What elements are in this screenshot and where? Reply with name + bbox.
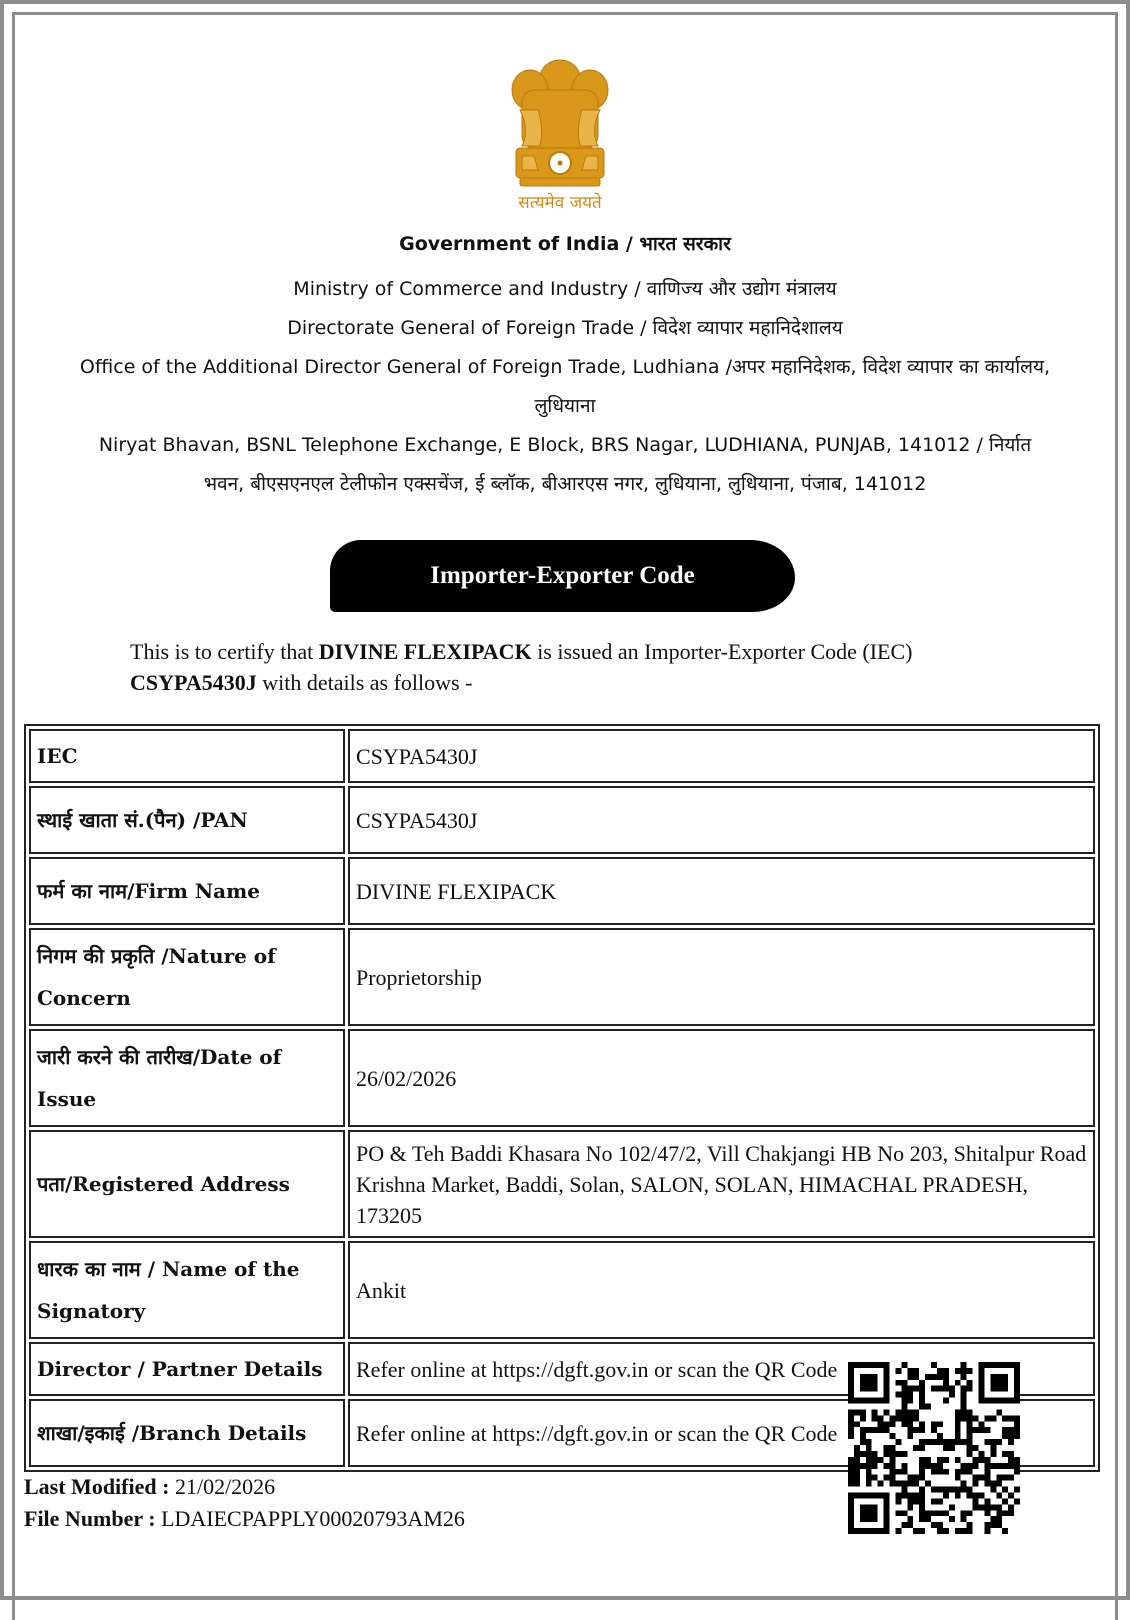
- directorate-line: Directorate General of Foreign Trade / विदेश व्यापार महानिदेशालय: [287, 317, 843, 339]
- iec-value: CSYPA5430J: [348, 729, 1095, 783]
- certify-suffix: with details as follows -: [256, 670, 473, 695]
- certification-statement: [130, 636, 960, 698]
- signatory-value: Ankit: [348, 1241, 1095, 1339]
- nature-value: Proprietorship: [348, 928, 1095, 1026]
- table-row: [29, 786, 1095, 854]
- file-number: [24, 1503, 465, 1535]
- qr-code-icon: [848, 1362, 1020, 1534]
- certify-prefix: This is to certify that: [130, 639, 319, 664]
- certify-middle: is issued an Importer-Exporter Code (IEC): [531, 639, 913, 664]
- firm-name-value: DIVINE FLEXIPACK: [348, 857, 1095, 925]
- certify-iec: CSYPA5430J: [130, 670, 257, 695]
- last-modified-value: 21/02/2026: [174, 1474, 276, 1499]
- address-line-1: Niryat Bhavan, BSNL Telephone Exchange, E Block, BRS Nagar, LUDHIANA, PUNJAB, 141012 / निर्यात: [98, 434, 1032, 456]
- last-modified: [24, 1471, 465, 1503]
- table-row: [29, 729, 1095, 783]
- branch-value: Refer online at https://dgft.gov.in or scan the QR Code: [348, 1399, 1095, 1467]
- table-row: [29, 1029, 1095, 1127]
- government-title: Government of India / भारत सरकार: [399, 233, 731, 255]
- certify-firm: DIVINE FLEXIPACK: [318, 639, 532, 664]
- table-row: [29, 1241, 1095, 1339]
- address-label: पता/Registered Address: [29, 1130, 345, 1238]
- details-table: [24, 724, 1100, 1472]
- address-value: PO & Teh Baddi Khasara No 102/47/2, Vill Chakjangi HB No 203, Shitalpur Road Krishna Market, Baddi, Solan, SALON, SOLAN, HIMACHAL PRADESH, 173205: [348, 1130, 1095, 1238]
- office-header: [20, 230, 1110, 504]
- emblem-motto: सत्यमेव जयते: [518, 193, 602, 213]
- table-row: [29, 928, 1095, 1026]
- date-of-issue-value: 26/02/2026: [348, 1029, 1095, 1127]
- office-line-1: Office of the Additional Director General of Foreign Trade, Ludhiana /अपर महानिदेशक, विदेश व्यापार का कार्यालय,: [79, 356, 1051, 378]
- branch-label: शाखा/इकाई /Branch Details: [29, 1399, 345, 1467]
- file-number-value: LDAIECPAPPLY00020793AM26: [161, 1506, 465, 1531]
- signatory-label: धारक का नाम / Name of the Signatory: [29, 1241, 345, 1339]
- file-number-label: File Number :: [24, 1506, 162, 1531]
- last-modified-label: Last Modified :: [24, 1474, 175, 1499]
- date-of-issue-label: जारी करने की तारीख/Date of Issue: [29, 1029, 345, 1127]
- table-row: [29, 857, 1095, 925]
- director-value: Refer online at https://dgft.gov.in or scan the QR Code: [348, 1342, 1095, 1396]
- ministry-line: Ministry of Commerce and Industry / वाणिज्य और उद्योग मंत्रालय: [293, 278, 837, 300]
- document-title: Importer-Exporter Code: [330, 540, 795, 612]
- footer: [24, 1471, 465, 1535]
- firm-name-label: फर्म का नाम/Firm Name: [29, 857, 345, 925]
- pan-label: स्थाई खाता सं.(पैन) /PAN: [29, 786, 345, 854]
- iec-label: IEC: [29, 729, 345, 783]
- address-line-2: भवन, बीएसएनएल टेलीफोन एक्सचेंज, ई ब्लॉक, बीआरएस नगर, लुधियाना, लुधियाना, पंजाब, 141012: [203, 473, 927, 495]
- nature-label: निगम की प्रकृति /Nature of Concern: [29, 928, 345, 1026]
- pan-value: CSYPA5430J: [348, 786, 1095, 854]
- table-row: [29, 1130, 1095, 1238]
- director-label: Director / Partner Details: [29, 1342, 345, 1396]
- office-line-2: लुधियाना: [534, 395, 596, 417]
